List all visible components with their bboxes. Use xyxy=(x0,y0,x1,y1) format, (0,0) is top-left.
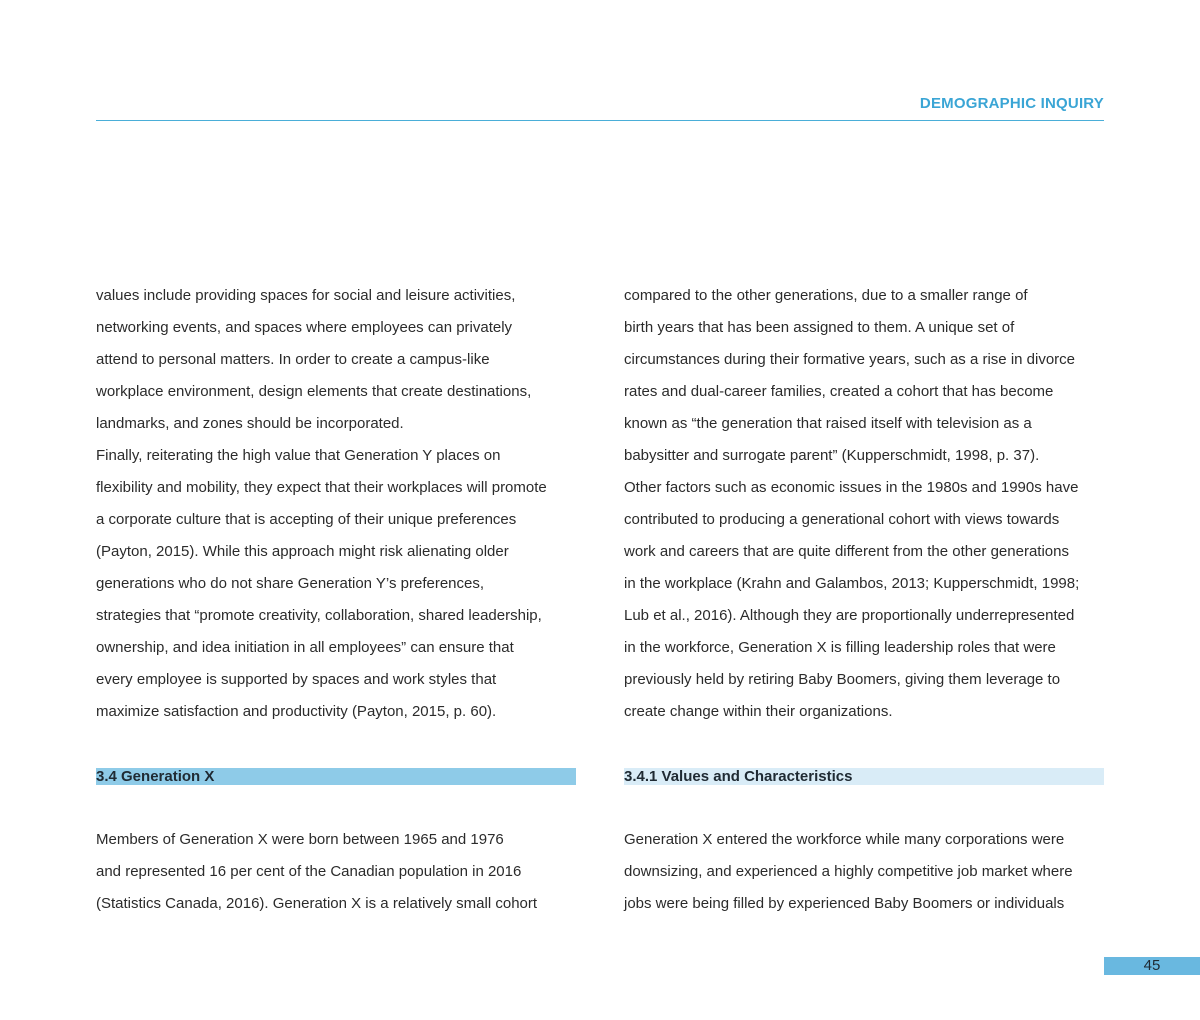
text-line: previously held by retiring Baby Boomers, giving them leverage to xyxy=(624,671,1061,688)
right-column-bottom xyxy=(624,824,1114,920)
text-line: in the workforce, Generation X is filling leadership roles that were xyxy=(624,639,1056,656)
text-line: strategies that “promote creativity, collaboration, shared leadership, xyxy=(96,607,542,624)
text-line: generations who do not share Generation Y’s preferences, xyxy=(96,575,485,592)
header-divider xyxy=(96,120,1104,121)
page-number: 45 xyxy=(1104,957,1200,975)
text-line: Other factors such as economic issues in the 1980s and 1990s have xyxy=(624,479,1079,496)
text-line: landmarks, and zones should be incorporated. xyxy=(96,415,404,432)
text-line: work and careers that are quite different from the other generations xyxy=(624,543,1069,560)
text-line: birth years that has been assigned to them. A unique set of xyxy=(624,319,1015,336)
text-line: (Payton, 2015). While this approach might risk alienating older xyxy=(96,543,509,560)
text-line: babysitter and surrogate parent” (Kupperschmidt, 1998, p. 37). xyxy=(624,447,1040,464)
text-line: a corporate culture that is accepting of their unique preferences xyxy=(96,511,517,528)
text-line: every employee is supported by spaces and work styles that xyxy=(96,671,497,688)
text-line: contributed to producing a generational cohort with views towards xyxy=(624,511,1060,528)
text-line: circumstances during their formative years, such as a rise in divorce xyxy=(624,351,1076,368)
text-line: Lub et al., 2016). Although they are proportionally underrepresented xyxy=(624,607,1075,624)
left-column-top xyxy=(96,280,586,728)
text-line: Members of Generation X were born between 1965 and 1976 xyxy=(96,831,504,848)
text-line: create change within their organizations. xyxy=(624,703,893,720)
text-line: compared to the other generations, due to a smaller range of xyxy=(624,287,1028,304)
section-heading-generation-x: 3.4 Generation X xyxy=(96,768,576,785)
text-line: workplace environment, design elements that create destinations, xyxy=(96,383,532,400)
text-line: known as “the generation that raised itself with television as a xyxy=(624,415,1032,432)
text-line: Generation X entered the workforce while many corporations were xyxy=(624,831,1065,848)
subsection-heading-values: 3.4.1 Values and Characteristics xyxy=(624,768,1104,785)
text-line: Finally, reiterating the high value that Generation Y places on xyxy=(96,447,501,464)
text-line: values include providing spaces for social and leisure activities, xyxy=(96,287,516,304)
running-title: DEMOGRAPHIC INQUIRY xyxy=(919,95,1104,112)
right-column-top xyxy=(624,280,1114,728)
text-line: downsizing, and experienced a highly competitive job market where xyxy=(624,863,1073,880)
text-line: and represented 16 per cent of the Canadian population in 2016 xyxy=(96,863,522,880)
text-line: (Statistics Canada, 2016). Generation X is a relatively small cohort xyxy=(96,895,538,912)
text-line: networking events, and spaces where employees can privately xyxy=(96,319,513,336)
text-line: rates and dual-career families, created a cohort that has become xyxy=(624,383,1054,400)
text-line: attend to personal matters. In order to create a campus-like xyxy=(96,351,490,368)
text-line: in the workplace (Krahn and Galambos, 2013; Kupperschmidt, 1998; xyxy=(624,575,1080,592)
left-column-bottom xyxy=(96,824,586,920)
text-line: maximize satisfaction and productivity (Payton, 2015, p. 60). xyxy=(96,703,497,720)
text-line: jobs were being filled by experienced Baby Boomers or individuals xyxy=(624,895,1065,912)
text-line: flexibility and mobility, they expect that their workplaces will promote xyxy=(96,479,547,496)
text-line: ownership, and idea initiation in all employees” can ensure that xyxy=(96,639,514,656)
